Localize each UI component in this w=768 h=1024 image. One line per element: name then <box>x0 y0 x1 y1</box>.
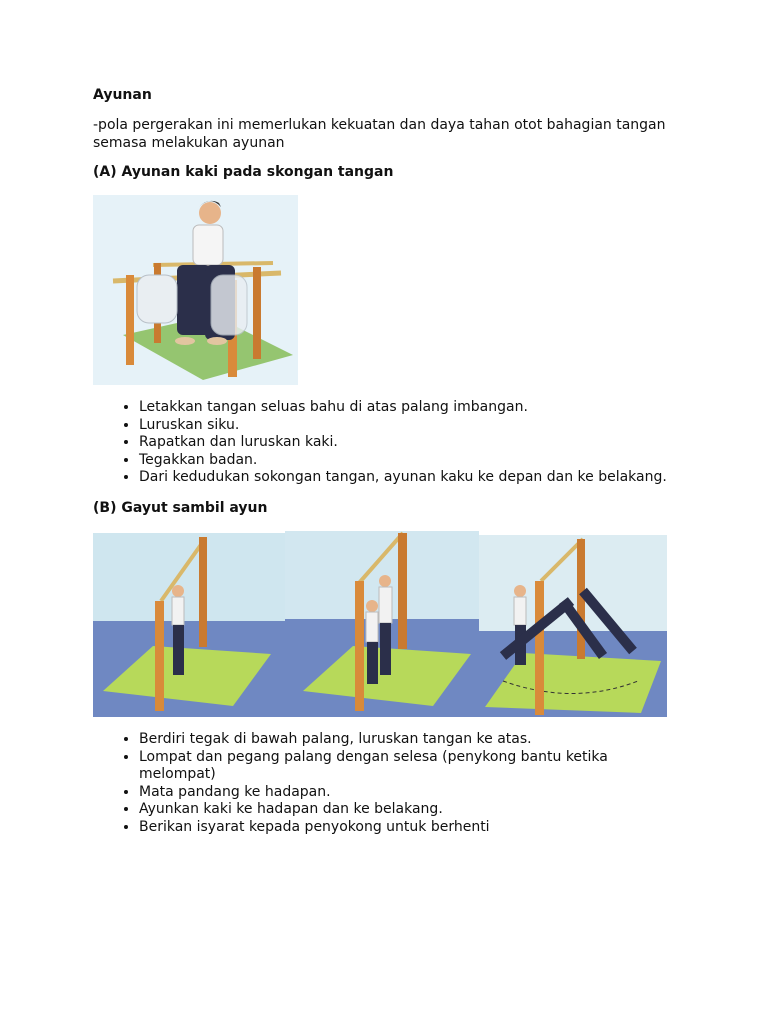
list-item: • Ayunkan kaki ke hadapan dan ke belakang. <box>139 801 768 819</box>
section-a-list <box>93 399 768 487</box>
section-a-heading: (A) Ayunan kaki pada skongan tangan <box>93 164 394 180</box>
document-title: Ayunan <box>93 87 152 103</box>
list-item: • Mata pandang ke hadapan. <box>139 784 768 802</box>
list-item: • Berikan isyarat kepada penyokong untuk berhenti <box>139 819 768 837</box>
horizontal-bar-illustration <box>93 531 667 717</box>
list-item: • Tegakkan badan. <box>139 452 768 470</box>
list-item: • Lompat dan pegang palang dengan selesa (penykong bantu ketika melompat) <box>139 749 619 784</box>
parallel-bars-illustration <box>93 195 298 385</box>
list-item: • Letakkan tangan seluas bahu di atas palang imbangan. <box>139 399 768 417</box>
list-item: • Berdiri tegak di bawah palang, luruskan tangan ke atas. <box>139 731 768 749</box>
intro-block <box>93 116 693 160</box>
list-item: • Dari kedudukan sokongan tangan, ayunan kaku ke depan dan ke belakang. <box>139 469 768 487</box>
intro-paragraph: -pola pergerakan ini memerlukan kekuatan dan daya tahan otot bahagian tangan semasa melakukan ayunan <box>93 117 666 151</box>
section-b-heading: (B) Gayut sambil ayun <box>93 500 268 516</box>
section-b-list <box>93 731 768 836</box>
list-item: • Luruskan siku. <box>139 417 768 435</box>
list-item: • Rapatkan dan luruskan kaki. <box>139 434 768 452</box>
